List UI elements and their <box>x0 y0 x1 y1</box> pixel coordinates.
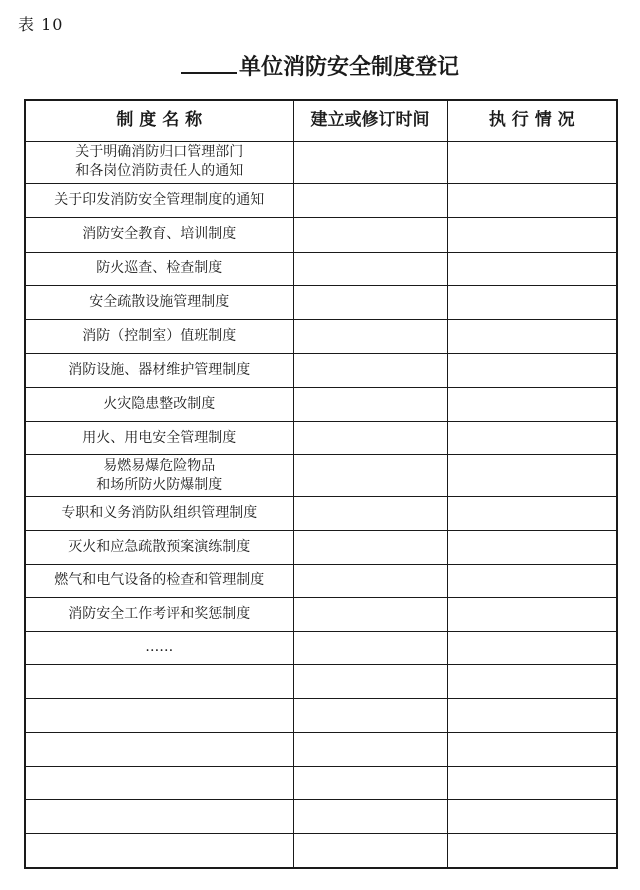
regulation-name-cell <box>25 530 293 564</box>
regulation-name-cell <box>25 217 293 252</box>
table-row <box>25 564 617 597</box>
regulation-name-line: 和各岗位消防责任人的通知 <box>75 163 244 180</box>
established-time-cell[interactable] <box>293 497 447 530</box>
established-time-cell[interactable] <box>293 252 447 285</box>
established-time-cell[interactable] <box>293 733 447 767</box>
regulation-name-cell <box>25 497 293 530</box>
established-time-cell[interactable] <box>293 388 447 422</box>
established-time-cell[interactable] <box>293 141 447 183</box>
regulation-name-line: 消防安全工作考评和奖惩制度 <box>68 605 251 622</box>
execution-status-cell[interactable] <box>447 497 617 530</box>
regulation-name-cell <box>25 564 293 597</box>
execution-status-cell[interactable] <box>447 564 617 597</box>
execution-status-cell[interactable] <box>447 631 617 664</box>
regulation-name-cell <box>25 767 293 800</box>
title-text: 单位消防安全制度登记 <box>238 55 459 80</box>
regulation-name-cell <box>25 800 293 834</box>
established-time-cell[interactable] <box>293 455 447 497</box>
execution-status-cell[interactable] <box>447 183 617 217</box>
established-time-cell[interactable] <box>293 183 447 217</box>
execution-status-cell[interactable] <box>447 530 617 564</box>
regulation-name-cell <box>25 664 293 698</box>
regulation-name-cell <box>25 698 293 732</box>
table-row <box>25 597 617 631</box>
established-time-cell[interactable] <box>293 285 447 319</box>
table-row <box>25 422 617 455</box>
regulation-name-cell <box>25 422 293 455</box>
execution-status-cell[interactable] <box>447 252 617 285</box>
regulation-name-line: 灭火和应急疏散预案演练制度 <box>68 538 251 555</box>
established-time-cell[interactable] <box>293 767 447 800</box>
unit-name-blank[interactable] <box>181 50 237 74</box>
execution-status-cell[interactable] <box>447 217 617 252</box>
table-row <box>25 834 617 868</box>
regulation-name-line: 消防安全教育、培训制度 <box>82 226 237 243</box>
page-title <box>0 50 640 81</box>
regulation-name-cell <box>25 319 293 353</box>
execution-status-cell[interactable] <box>447 767 617 800</box>
table-row <box>25 530 617 564</box>
regulation-name-cell <box>25 597 293 631</box>
table-row <box>25 733 617 767</box>
established-time-cell[interactable] <box>293 564 447 597</box>
regulation-name-line: 关于印发消防安全管理制度的通知 <box>54 191 265 208</box>
regulation-name-line: 用火、用电安全管理制度 <box>82 429 237 446</box>
regulation-name-cell <box>25 733 293 767</box>
table-row <box>25 285 617 319</box>
established-time-cell[interactable] <box>293 319 447 353</box>
regulation-name-line: 消防设施、器材维护管理制度 <box>68 362 251 379</box>
table-row <box>25 455 617 497</box>
table-row <box>25 354 617 388</box>
regulation-name-line: 专职和义务消防队组织管理制度 <box>61 504 258 521</box>
regulation-name-line: …… <box>145 639 174 656</box>
regulation-name-cell <box>25 354 293 388</box>
established-time-cell[interactable] <box>293 631 447 664</box>
table-row <box>25 141 617 183</box>
execution-status-cell[interactable] <box>447 664 617 698</box>
regulation-name-line: 易燃易爆危险物品 <box>103 457 216 474</box>
header-time: 建立或修订时间 <box>293 100 447 141</box>
regulation-name-cell <box>25 252 293 285</box>
execution-status-cell[interactable] <box>447 800 617 834</box>
execution-status-cell[interactable] <box>447 455 617 497</box>
execution-status-cell[interactable] <box>447 422 617 455</box>
execution-status-cell[interactable] <box>447 388 617 422</box>
regulation-name-cell <box>25 388 293 422</box>
execution-status-cell[interactable] <box>447 834 617 868</box>
established-time-cell[interactable] <box>293 698 447 732</box>
table-row <box>25 698 617 732</box>
execution-status-cell[interactable] <box>447 354 617 388</box>
established-time-cell[interactable] <box>293 422 447 455</box>
execution-status-cell[interactable] <box>447 141 617 183</box>
established-time-cell[interactable] <box>293 800 447 834</box>
regulation-name-line: 火灾隐患整改制度 <box>103 396 216 413</box>
regulation-name-line: 安全疏散设施管理制度 <box>89 293 230 310</box>
table-row <box>25 664 617 698</box>
table-row <box>25 631 617 664</box>
table-row <box>25 388 617 422</box>
regulation-name-cell <box>25 455 293 497</box>
established-time-cell[interactable] <box>293 834 447 868</box>
table-row <box>25 183 617 217</box>
established-time-cell[interactable] <box>293 217 447 252</box>
execution-status-cell[interactable] <box>447 319 617 353</box>
regulation-name-line: 消防（控制室）值班制度 <box>82 328 237 345</box>
execution-status-cell[interactable] <box>447 698 617 732</box>
established-time-cell[interactable] <box>293 664 447 698</box>
regulation-name-cell <box>25 631 293 664</box>
header-exec: 执 行 情 况 <box>447 100 617 141</box>
execution-status-cell[interactable] <box>447 733 617 767</box>
regulation-name-cell <box>25 183 293 217</box>
regulation-name-cell <box>25 141 293 183</box>
table-label: 表 10 <box>18 15 64 34</box>
established-time-cell[interactable] <box>293 530 447 564</box>
header-name: 制 度 名 称 <box>25 100 293 141</box>
execution-status-cell[interactable] <box>447 597 617 631</box>
table-row <box>25 497 617 530</box>
regulation-name-line: 和场所防火防爆制度 <box>96 476 223 493</box>
table-row <box>25 217 617 252</box>
regulation-name-line: 防火巡查、检查制度 <box>96 260 223 277</box>
regulation-name-cell <box>25 834 293 868</box>
fire-safety-register-table <box>24 99 618 869</box>
register-body <box>25 141 617 868</box>
table-row <box>25 319 617 353</box>
table-row <box>25 767 617 800</box>
execution-status-cell[interactable] <box>447 285 617 319</box>
table-row <box>25 800 617 834</box>
regulation-name-line: 关于明确消防归口管理部门 <box>75 144 244 161</box>
regulation-name-cell <box>25 285 293 319</box>
regulation-name-line: 燃气和电气设备的检查和管理制度 <box>54 572 265 589</box>
established-time-cell[interactable] <box>293 354 447 388</box>
header-row <box>25 100 617 141</box>
table-row <box>25 252 617 285</box>
established-time-cell[interactable] <box>293 597 447 631</box>
